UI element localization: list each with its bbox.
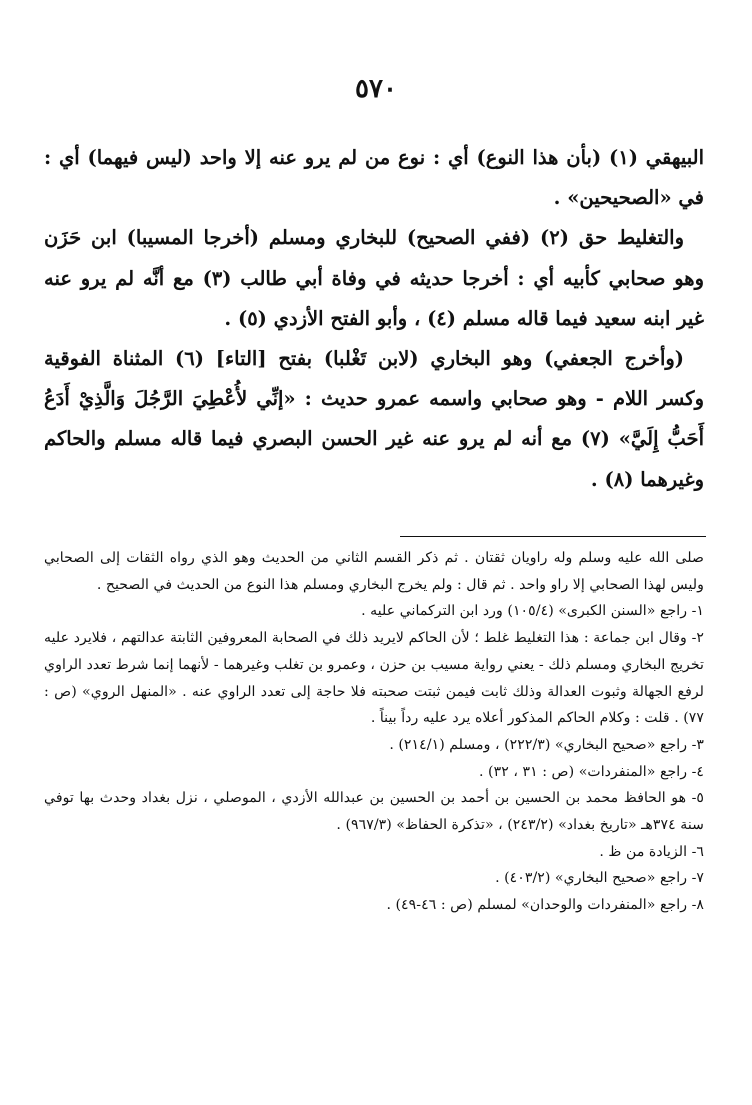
main-paragraph-1: البيهقي (١) (بأن هذا النوع) أي : نوع من لم يرو عنه إلا واحد (ليس فيهما) أي : في «الصحيحين» . [44,146,704,210]
footnote-4 [44,759,704,786]
footnote-text: راجع «المنفردات والوحدان» لمسلم (ص : ٤٦-٤٩) . [386,897,688,914]
footnote-number: ٥- [691,790,705,807]
footnote-divider [400,536,706,537]
footnote-text: هو الحافظ محمد بن الحسين بن أحمد بن الحسين بن عبدالله الأزدي ، الموصلي ، نزل بغداد وحدث بها توفي سنة ٣٧٤هـ «تاريخ بغداد» (٢٤٣/٢) ، «تذكرة الحفاظ» (٩٦٧/٣) . [44,790,704,834]
footnote-number: ٤- [691,763,704,780]
main-paragraph-3: (وأخرج الجعفي) وهو البخاري (لابن تَغْلبا) بفتح [التاء] (٦) المثناة الفوقية وكسر اللام - وهو صحابي واسمه عمرو حديث : «إنِّي لأُعْطِيَ الرَّجُلَ وَالَّذِيْ أَدَعُ أَحَبُّ إِلَيَّ» (٧) مع أنه لم يرو عنه غير الحسن البصري فيما قاله مسلم والحاكم وغيرهما (٨) . [44,347,705,491]
footnote-number: ١- [691,603,704,620]
page-number: ٥٧٠ [355,74,397,104]
footnote-text: الزيادة من ظ . [599,843,688,860]
main-paragraph-2: والتغليط حق (٢) (ففي الصحيح) للبخاري ومسلم (أخرجا المسيبا) ابن حَزَن وهو صحابي كأبيه أي : أخرجا حديثه في وفاة أبي طالب (٣) مع أنَّه لم يرو عنه غير ابنه سعيد فيما قاله مسلم (٤) ، وأبو الفتح الأزدي (٥) . [44,226,704,330]
footnote-5 [44,785,704,838]
footnote-8 [44,892,704,919]
footnote-number: ٨- [691,897,704,914]
footnote-7 [44,865,704,892]
footnote-number: ٦- [691,843,704,860]
footnote-text: وقال ابن جماعة : هذا التغليط غلط ؛ لأن الحاكم لايريد ذلك في الصحابة المعروفين الثابتة عدالتهم ، فلايرد عليه تخريج البخاري ومسلم ذلك - يعني رواية مسيب بن حزن ، وعمرو بن تغلب وغيرهما - لأنهما إنما شرط تعدد الراوي لرفع الجهالة وثبوت العدالة وذلك ثابت فيمن ثبتت صحبته فلا حاجة إلى تعدد الراوي عنه . «المنهل الروي» (ص : ٧٧) . قلت : وكلام الحاكم المذكور أعلاه يرد عليه رداً بيناً . [44,630,704,727]
footnote-text: راجع «السنن الكبرى» (١٠٥/٤) ورد ابن التركماني عليه . [361,603,688,620]
footnote-number: ٢- [691,630,704,647]
footnote-number: ٧- [691,870,704,887]
footnote-text: راجع «المنفردات» (ص : ٣١ ، ٣٢) . [479,763,688,780]
footnote-3 [44,732,704,759]
footnotes [44,545,704,919]
footnote-text: راجع «صحيح البخاري» (٤٠٣/٢) . [495,870,688,887]
footnote-number: ٣- [691,736,704,753]
footnote-6 [44,839,704,866]
footnote-text: راجع «صحيح البخاري» (٢٢٢/٣) ، ومسلم (٢١٤/١) . [389,736,688,753]
footnote-1 [44,598,704,625]
main-text [44,138,704,500]
footnote-intro: صلى الله عليه وسلم وله راويان ثقتان . ثم ذكر القسم الثاني من الحديث وهو الذي رواه الثقات إلى الصحابي وليس لهذا الصحابي إلا راو واحد . ثم قال : ولم يخرج البخاري ومسلم هذا النوع من الحديث في الصحيح . [44,550,704,593]
footnote-2 [44,625,704,732]
